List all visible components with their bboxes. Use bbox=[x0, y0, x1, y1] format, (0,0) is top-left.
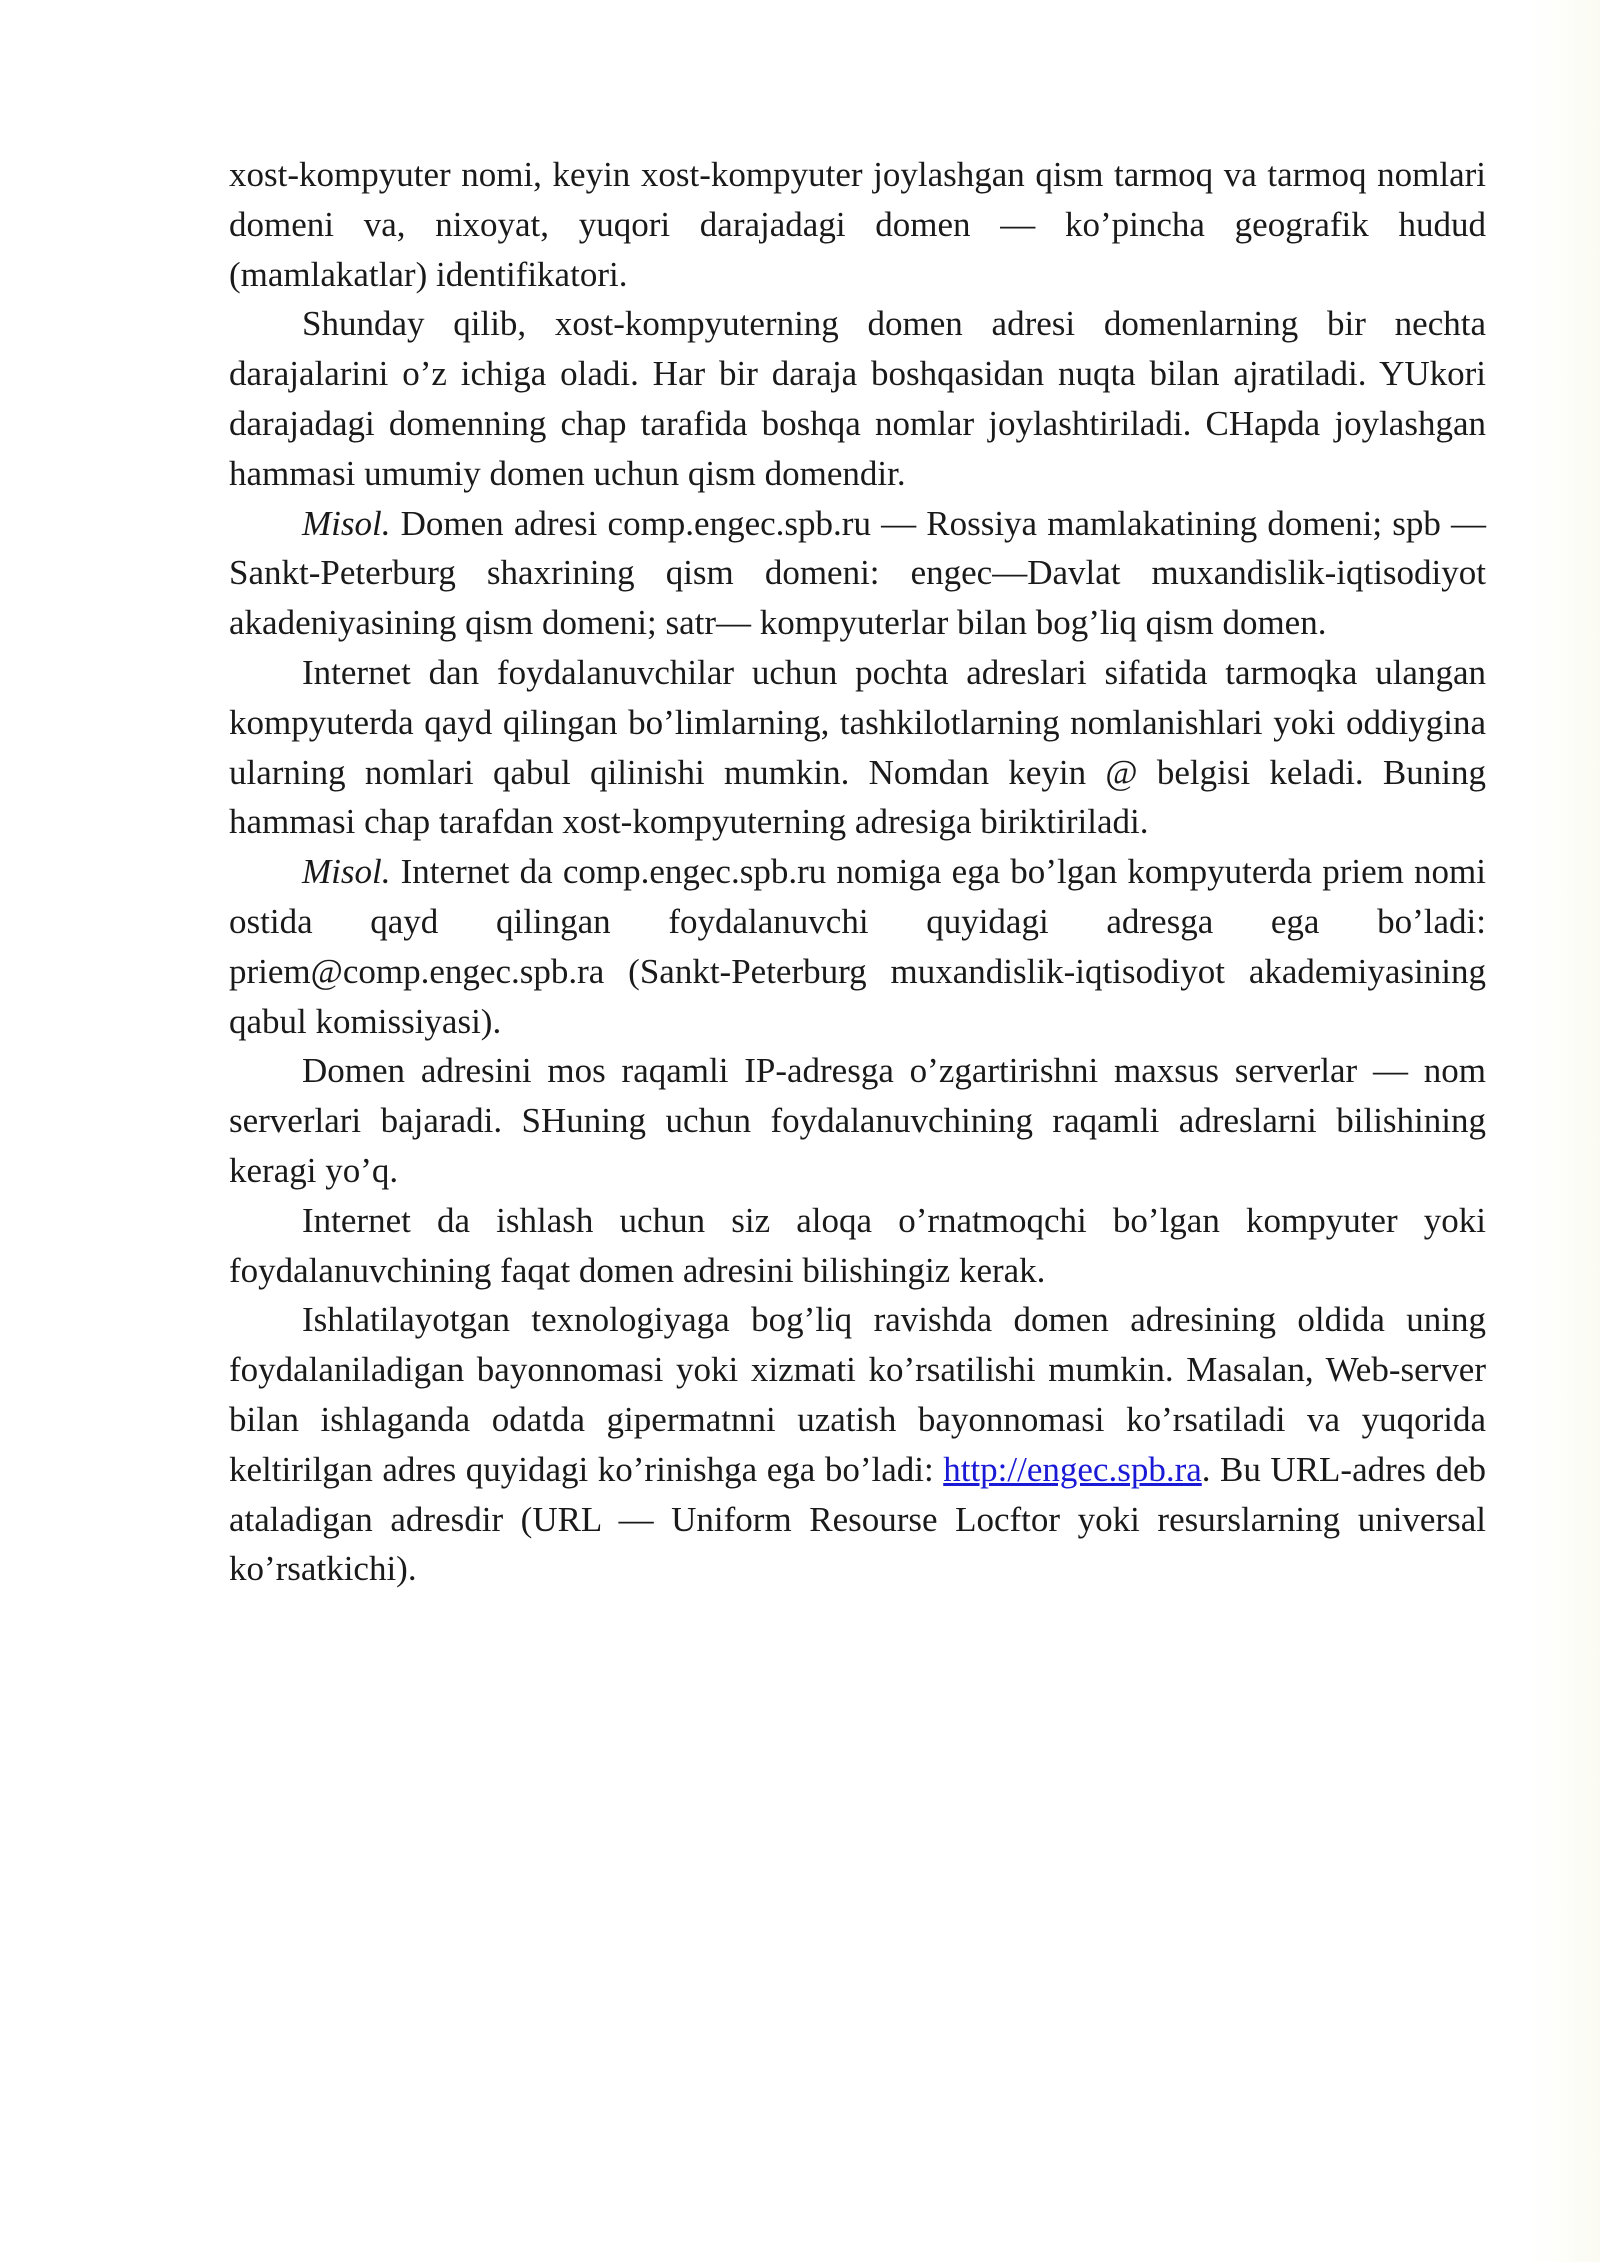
paragraph-4 bbox=[229, 648, 1486, 847]
paragraph-text: Shunday qilib, xost-kompyuterning domen adresi domenlarning bir nechta darajalarini o’z ichiga oladi. Har bir daraja boshqasidan nuqta bilan ajratiladi. YUkori darajadagi domenning chap tarafida boshqa nomlar joylashtiriladi. CHapda joylashgan hammasi umumiy domen uchun qism domendir. bbox=[229, 304, 1486, 493]
paragraph-text: Domen adresi comp.engec.spb.ru — Rossiya mamlakatining domeni; spb — Sankt-Peterburg shaxrining qism domeni: engec—Davlat muxandislik-iqtisodiyot akadeniyasining qism domeni; satr— kompyuterlar bilan bog’liq qism domen. bbox=[229, 503, 1486, 643]
paragraph-text: Internet da ishlash uchun siz aloqa o’rnatmoqchi bo’lgan kompyuter yoki foydalanuvchining faqat domen adresini bilishingiz kerak. bbox=[229, 1200, 1486, 1290]
page-edge-shade bbox=[1530, 0, 1600, 2262]
paragraph-2 bbox=[229, 299, 1486, 498]
paragraph-7 bbox=[229, 1196, 1486, 1296]
paragraph-text: xost-kompyuter nomi, keyin xost-kompyuter joylashgan qism tarmoq va tarmoq nomlari domeni va, nixoyat, yuqori darajadagi domen — ko’pincha geografik hudud (mamlakatlar) identifikatori. bbox=[229, 155, 1486, 294]
document-body bbox=[229, 150, 1486, 1594]
paragraph-6 bbox=[229, 1046, 1486, 1195]
example-label: Misol. bbox=[302, 503, 391, 543]
example-label: Misol. bbox=[302, 852, 391, 892]
paragraph-8 bbox=[229, 1295, 1486, 1594]
paragraph-5-example bbox=[229, 847, 1486, 1046]
paragraph-1 bbox=[229, 150, 1486, 299]
paragraph-text: Internet dan foydalanuvchilar uchun pochta adreslari sifatida tarmoqka ulangan kompyuterda qayd qilingan bo’limlarning, tashkilotlarning nomlanishlari yoki oddiygina ularning nomlari qabul qilinishi mumkin. Nomdan keyin @ belgisi keladi. Buning hammasi chap tarafdan xost-kompyuterning adresiga biriktiriladi. bbox=[229, 652, 1486, 842]
url-link[interactable]: http://engec.spb.ra bbox=[943, 1449, 1202, 1489]
paragraph-text: Internet da comp.engec.spb.ru nomiga ega bo’lgan kompyuterda priem nomi ostida qayd qilingan foydalanuvchi quyidagi adresga ega bo’ladi: priem@comp.engec.spb.ra (Sankt-Peterburg muxandislik-iqtisodiyot akademiyasining qabul komissiyasi). bbox=[229, 852, 1486, 1041]
paragraph-3-example bbox=[229, 499, 1486, 648]
paragraph-text: . Bu URL-adres deb ataladigan adresdir (URL — Uniform Resourse Locftor yoki resurslarning universal ko’rsatkichi). bbox=[229, 1449, 1486, 1589]
paragraph-text: Domen adresini mos raqamli IP-adresga o’zgartirishni maxsus serverlar — nom serverlari bajaradi. SHuning uchun foydalanuvchining raqamli adreslarni bilishining keragi yo’q. bbox=[229, 1051, 1486, 1190]
paragraph-text: Ishlatilayotgan texnologiyaga bog’liq ravishda domen adresining oldida uning foydalaniladigan bayonnomasi yoki xizmati ko’rsatilishi mumkin. Masalan, Web-server bilan ishlaganda odatda gipermatnni uzatish bayonnomasi ko’rsatiladi va yuqorida keltirilgan adres quyidagi ko’rinishga ega bo’ladi: bbox=[229, 1300, 1486, 1489]
